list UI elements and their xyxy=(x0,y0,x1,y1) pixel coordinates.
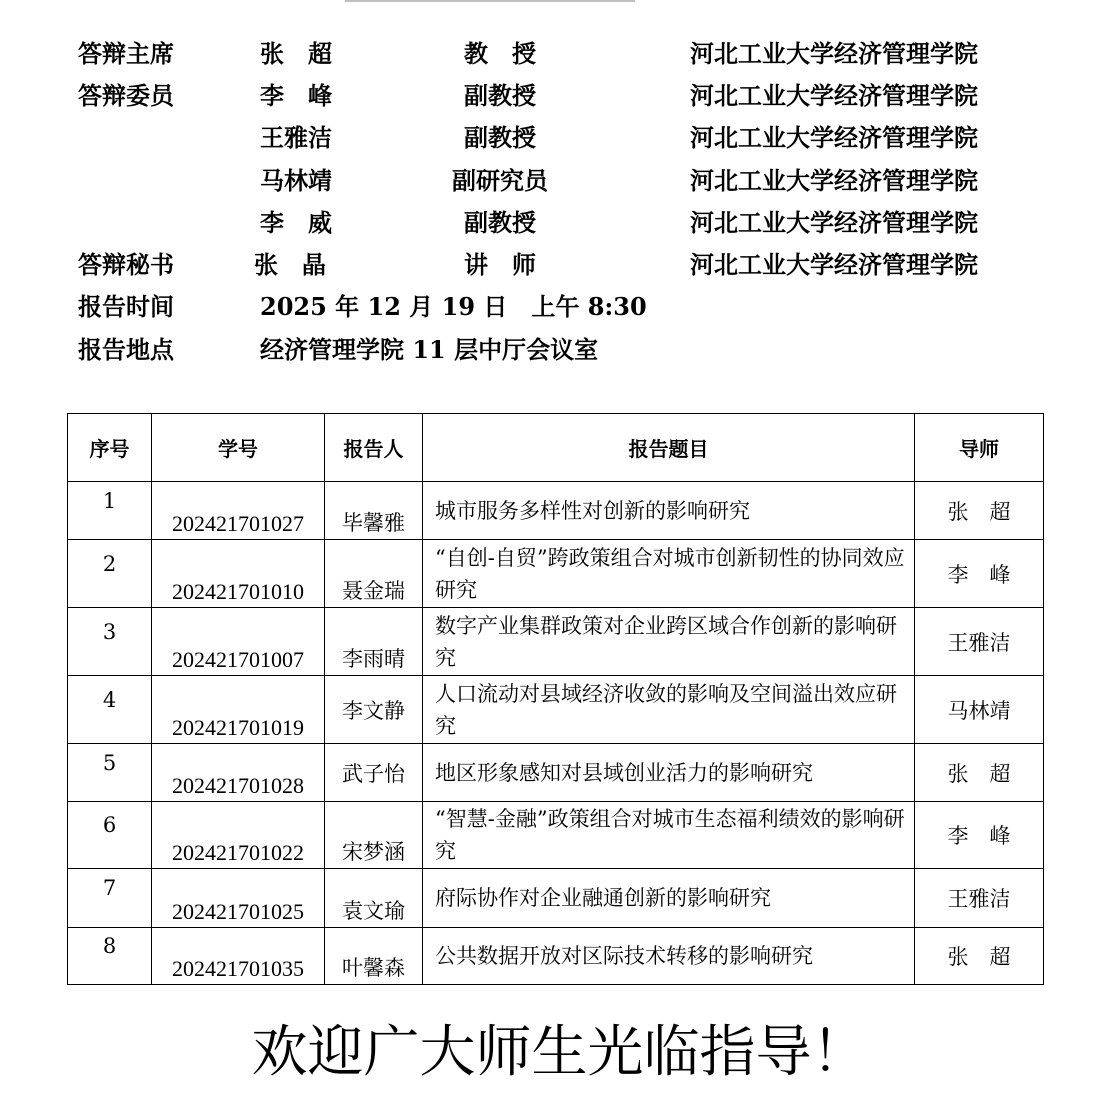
cell-advisor: 王雅洁 xyxy=(915,608,1044,676)
role-label: 答辩主席 xyxy=(78,39,174,68)
member-name: 张 晶 xyxy=(254,250,326,279)
cell-topic: “智慧-金融”政策组合对城市生态福利绩效的影响研究 xyxy=(423,802,915,869)
cell-advisor: 张 超 xyxy=(915,928,1044,985)
table-row xyxy=(68,928,1044,985)
cell-reporter: 武子怡 xyxy=(325,744,423,802)
table-row xyxy=(68,802,1044,869)
table-row xyxy=(68,482,1044,540)
cell-reporter: 宋梦涵 xyxy=(325,802,423,869)
member-name: 李 威 xyxy=(260,208,332,237)
report-time-label: 报告时间 xyxy=(78,292,174,321)
member-org: 河北工业大学经济管理学院 xyxy=(690,208,978,237)
committee-row xyxy=(0,79,1119,113)
header-topic: 报告题目 xyxy=(423,414,915,482)
cell-index: 3 xyxy=(68,608,152,676)
cell-index: 4 xyxy=(68,676,152,744)
cell-topic: 公共数据开放对区际技术转移的影响研究 xyxy=(423,928,915,985)
cell-index: 6 xyxy=(68,802,152,869)
cell-index: 8 xyxy=(68,928,152,985)
member-org: 河北工业大学经济管理学院 xyxy=(690,81,978,110)
member-title: 副研究员 xyxy=(452,166,548,195)
member-org: 河北工业大学经济管理学院 xyxy=(690,39,978,68)
cell-topic: 城市服务多样性对创新的影响研究 xyxy=(423,482,915,540)
committee-row xyxy=(0,164,1119,198)
header-reporter: 报告人 xyxy=(325,414,423,482)
member-title: 副教授 xyxy=(464,208,536,237)
role-label: 答辩委员 xyxy=(78,81,174,110)
header-advisor: 导师 xyxy=(915,414,1044,482)
committee-row xyxy=(0,121,1119,155)
cell-reporter: 李雨晴 xyxy=(325,608,423,676)
header-index: 序号 xyxy=(68,414,152,482)
header-student-id: 学号 xyxy=(152,414,325,482)
cell-student-id: 202421701025 xyxy=(152,869,325,928)
member-title: 讲 师 xyxy=(464,250,536,279)
table-row xyxy=(68,540,1044,608)
cell-advisor: 张 超 xyxy=(915,482,1044,540)
table-row xyxy=(68,869,1044,928)
cell-student-id: 202421701019 xyxy=(152,676,325,744)
member-title: 副教授 xyxy=(464,81,536,110)
table-row xyxy=(68,608,1044,676)
welcome-banner: 欢迎广大师生光临指导！ xyxy=(251,1020,868,1085)
schedule-table xyxy=(67,413,1044,985)
cell-reporter: 李文静 xyxy=(325,676,423,744)
table-row xyxy=(68,676,1044,744)
cell-topic: 人口流动对县域经济收敛的影响及空间溢出效应研究 xyxy=(423,676,915,744)
committee-row xyxy=(0,206,1119,240)
cell-index: 5 xyxy=(68,744,152,802)
member-org: 河北工业大学经济管理学院 xyxy=(690,166,978,195)
cell-advisor: 王雅洁 xyxy=(915,869,1044,928)
table-row xyxy=(68,744,1044,802)
member-name: 李 峰 xyxy=(260,81,332,110)
report-place-row xyxy=(0,333,1119,367)
cell-topic: 数字产业集群政策对企业跨区域合作创新的影响研究 xyxy=(423,608,915,676)
report-place-label: 报告地点 xyxy=(78,335,174,364)
member-org: 河北工业大学经济管理学院 xyxy=(690,250,978,279)
cell-advisor: 马林靖 xyxy=(915,676,1044,744)
cell-student-id: 202421701022 xyxy=(152,802,325,869)
member-title: 副教授 xyxy=(464,123,536,152)
cell-reporter: 袁文瑜 xyxy=(325,869,423,928)
report-time-value: 2025 年 12 月 19 日 上午 8:30 xyxy=(260,292,647,321)
table-header-row xyxy=(68,414,1044,482)
cell-index: 2 xyxy=(68,540,152,608)
cell-topic: “自创-自贸”跨政策组合对城市创新韧性的协同效应研究 xyxy=(423,540,915,608)
cell-index: 7 xyxy=(68,869,152,928)
role-label: 答辩秘书 xyxy=(78,250,174,279)
member-name: 张 超 xyxy=(260,39,332,68)
report-place-value: 经济管理学院 11 层中厅会议室 xyxy=(260,335,599,364)
cell-topic: 地区形象感知对县域创业活力的影响研究 xyxy=(423,744,915,802)
cell-student-id: 202421701027 xyxy=(152,482,325,540)
cell-reporter: 叶馨森 xyxy=(325,928,423,985)
cell-reporter: 聂金瑞 xyxy=(325,540,423,608)
cell-student-id: 202421701007 xyxy=(152,608,325,676)
member-org: 河北工业大学经济管理学院 xyxy=(690,123,978,152)
member-name: 马林靖 xyxy=(260,166,332,195)
cell-student-id: 202421701010 xyxy=(152,540,325,608)
cell-advisor: 李 峰 xyxy=(915,802,1044,869)
cell-reporter: 毕馨雅 xyxy=(325,482,423,540)
cell-advisor: 张 超 xyxy=(915,744,1044,802)
cell-index: 1 xyxy=(68,482,152,540)
cell-student-id: 202421701035 xyxy=(152,928,325,985)
report-time-row xyxy=(0,290,1119,324)
cell-advisor: 李 峰 xyxy=(915,540,1044,608)
clipped-heading xyxy=(345,0,645,4)
committee-row xyxy=(0,37,1119,71)
member-name: 王雅洁 xyxy=(260,123,332,152)
cell-student-id: 202421701028 xyxy=(152,744,325,802)
committee-row xyxy=(0,248,1119,282)
member-title: 教 授 xyxy=(464,39,536,68)
cell-topic: 府际协作对企业融通创新的影响研究 xyxy=(423,869,915,928)
